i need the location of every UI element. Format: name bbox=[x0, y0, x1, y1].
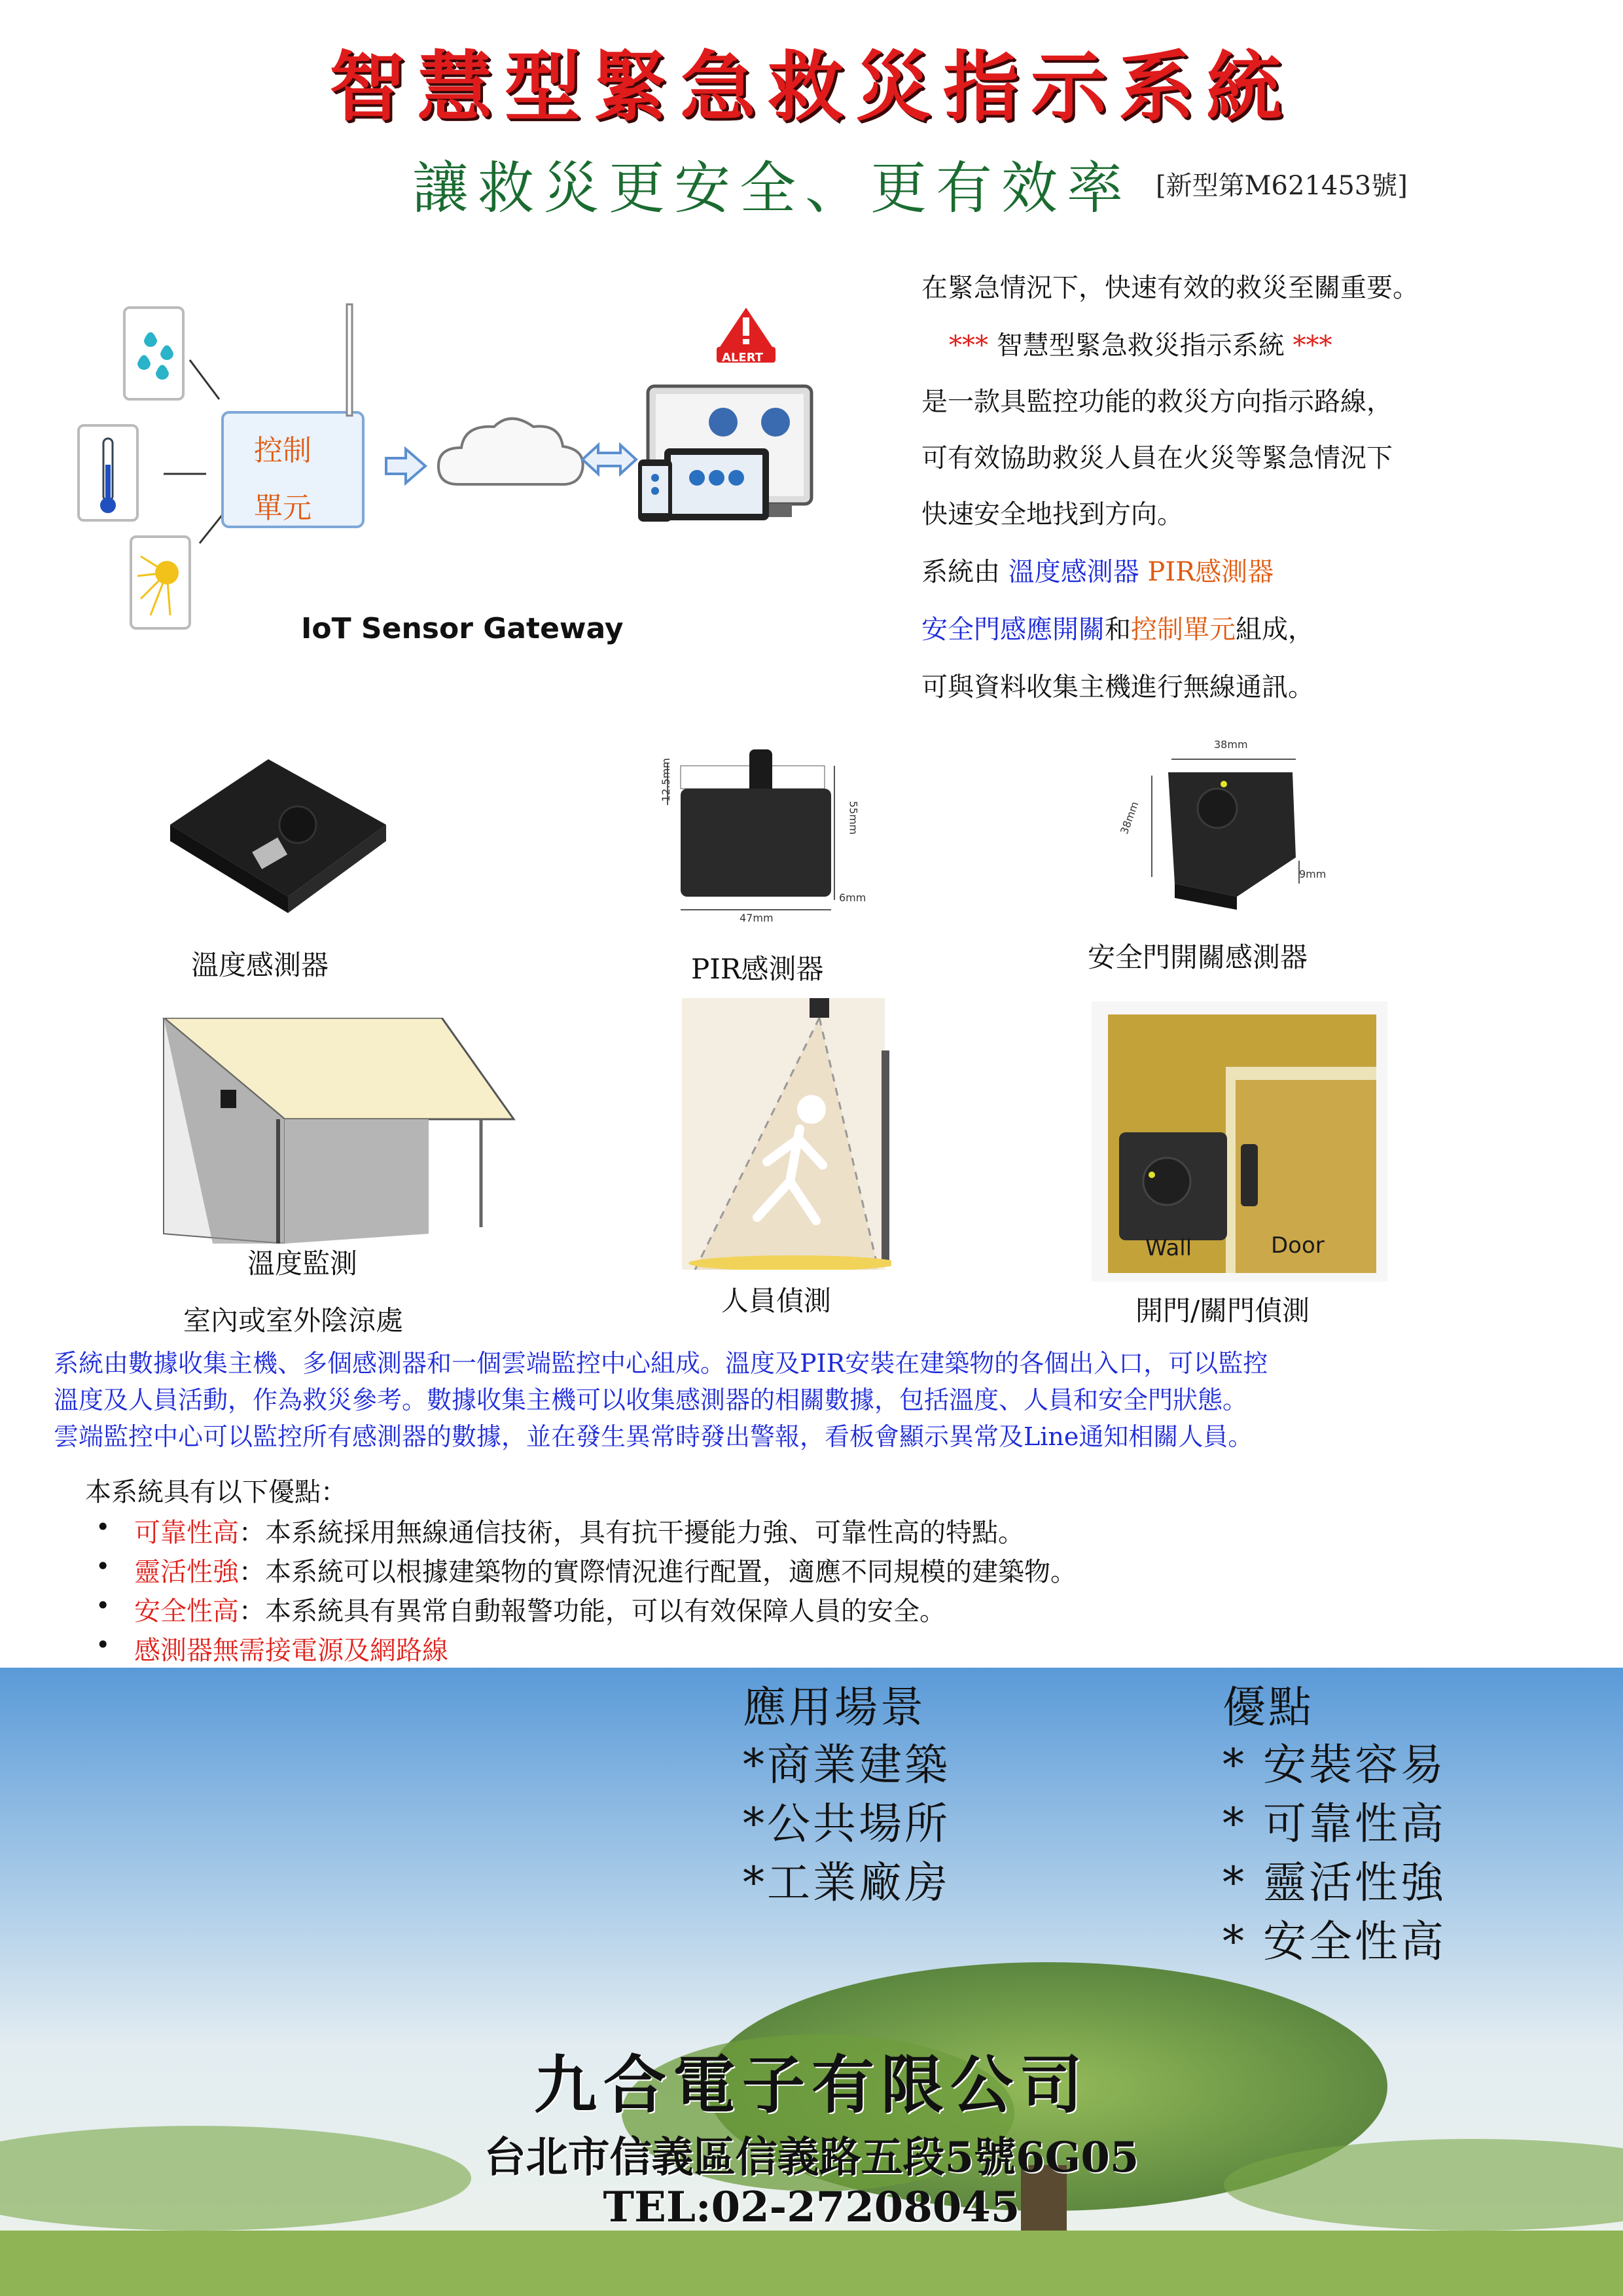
advantage-flexibility bbox=[134, 1551, 1077, 1588]
pir-dim-side: 55mm bbox=[847, 800, 860, 835]
intro-pir-sensor: PIR感測器 bbox=[1139, 557, 1274, 587]
pir-sensor-caption: PIR感測器 bbox=[691, 953, 824, 985]
advantage-key: 靈活性強 bbox=[134, 1557, 239, 1587]
advantages-heading: 本系統具有以下優點： bbox=[85, 1477, 347, 1507]
system-description bbox=[54, 1345, 1578, 1455]
merit-heading: 優點 bbox=[1222, 1682, 1314, 1732]
advantage-safety bbox=[134, 1590, 946, 1628]
iot-gateway-diagram bbox=[59, 281, 864, 655]
company-phone: TEL:02-27208045 bbox=[603, 2183, 1020, 2232]
intro-control-unit: 控制單元 bbox=[1131, 615, 1236, 645]
bidirectional-arrow-icon bbox=[582, 445, 636, 474]
patent-number: [新型第M621453號] bbox=[1156, 171, 1408, 201]
company-address: 台北市信義區信義路五段5號6G05 bbox=[484, 2133, 1139, 2182]
merit-item: * 可靠性高 bbox=[1222, 1799, 1446, 1849]
iot-caption: IoT Sensor Gateway bbox=[301, 612, 624, 645]
wall-label: Wall bbox=[1145, 1235, 1192, 1261]
intro-line-3: 是一款具監控功能的救災方向指示路線， bbox=[921, 387, 1393, 417]
page-subtitle: 讓救災更安全、更有效率 bbox=[412, 156, 1132, 221]
light-sensor-icon bbox=[131, 537, 190, 628]
advantage-key: 安全性高 bbox=[134, 1596, 239, 1626]
control-unit-label-line1: 控制 bbox=[254, 434, 312, 467]
advantage-text: ：本系統可以根據建築物的實際情況進行配置，適應不同規模的建築物。 bbox=[239, 1557, 1077, 1587]
bullet-icon: • bbox=[96, 1630, 111, 1659]
temp-scene-subtitle: 室內或室外陰涼處 bbox=[183, 1304, 404, 1336]
temp-scene-title: 溫度監測 bbox=[247, 1247, 358, 1280]
tablet-icon bbox=[664, 448, 769, 520]
phone-icon bbox=[638, 459, 672, 522]
advantage-text: ：本系統採用無線通信技術，具有抗干擾能力強、可靠性高的特點。 bbox=[239, 1518, 1024, 1548]
intro-line-8: 可與資料收集主機進行無線通訊。 bbox=[921, 672, 1314, 702]
door-dim-height: 38mm bbox=[1118, 800, 1141, 836]
shade-structure-illustration bbox=[160, 1018, 517, 1244]
application-item: *商業建築 bbox=[743, 1740, 950, 1790]
door-dim-depth: 9mm bbox=[1299, 868, 1327, 880]
intro-and: 和 bbox=[1105, 615, 1131, 645]
temp-sensor-photo bbox=[157, 746, 399, 916]
humidity-sensor-icon bbox=[124, 308, 183, 399]
control-unit-label-line2: 單元 bbox=[254, 492, 312, 525]
bullet-icon: • bbox=[96, 1591, 111, 1620]
application-heading: 應用場景 bbox=[743, 1682, 926, 1732]
intro-line-4: 可有效協助救災人員在火災等緊急情況下 bbox=[921, 443, 1393, 473]
intro-suffix: 組成， bbox=[1236, 615, 1314, 645]
intro-system-name: 智慧型緊急救災指示系統 bbox=[988, 331, 1293, 361]
application-item: *工業廠房 bbox=[743, 1857, 950, 1908]
intro-line-2 bbox=[949, 332, 1332, 359]
intro-line-7 bbox=[921, 617, 1314, 643]
intro-door-switch: 安全門感應開關 bbox=[921, 615, 1105, 645]
motion-detection-illustration bbox=[682, 998, 891, 1270]
alert-label: ALERT bbox=[722, 351, 764, 365]
pir-scene-title: 人員偵測 bbox=[721, 1285, 832, 1317]
cloud-icon bbox=[438, 419, 583, 485]
pir-dim-width: 47mm bbox=[740, 912, 774, 924]
door-sensor-photo bbox=[1113, 746, 1329, 916]
description-line-2: 溫度及人員活動，作為救災參考。數據收集主機可以收集感測器的相關數據，包括溫度、人員和安全門狀態。 bbox=[54, 1386, 1248, 1414]
advantage-key: 可靠性高 bbox=[134, 1518, 239, 1548]
description-line-3: 雲端監控中心可以監控所有感測器的數據，並在發生異常時發出警報，看板會顯示異常及Line通知相關人員。 bbox=[54, 1422, 1253, 1451]
description-line-1: 系統由數據收集主機、多個感測器和一個雲端監控中心組成。溫度及PIR安裝在建築物的各個出入口，可以監控 bbox=[54, 1349, 1268, 1378]
advantage-key: 感測器無需接電源及網路線 bbox=[134, 1636, 448, 1666]
door-scene-title: 開門/關門偵測 bbox=[1135, 1295, 1310, 1327]
temp-sensor-caption: 溫度感測器 bbox=[191, 949, 329, 981]
door-detection-illustration bbox=[1092, 1001, 1387, 1282]
door-sensor-caption: 安全門開關感測器 bbox=[1088, 941, 1308, 973]
intro-prefix: 系統由 bbox=[921, 557, 1008, 587]
door-label: Door bbox=[1271, 1232, 1325, 1259]
merit-item: * 安全性高 bbox=[1222, 1916, 1446, 1967]
door-dim-width: 38mm bbox=[1214, 738, 1248, 751]
antenna-icon bbox=[347, 304, 352, 416]
stars-right: *** bbox=[1293, 331, 1332, 361]
thermometer-icon bbox=[79, 425, 137, 520]
intro-line-6 bbox=[921, 559, 1274, 585]
intro-temp-sensor: 溫度感測器 bbox=[1008, 557, 1139, 587]
pir-dim-depth: 6mm bbox=[839, 891, 866, 904]
bullet-icon: • bbox=[96, 1513, 111, 1541]
advantage-no-wiring bbox=[134, 1630, 448, 1667]
advantage-text: ：本系統具有異常自動報警功能，可以有效保障人員的安全。 bbox=[239, 1596, 946, 1626]
page-title: 智慧型緊急救災指示系統 bbox=[329, 43, 1294, 132]
advantage-reliability bbox=[134, 1512, 1024, 1549]
company-name: 九合電子有限公司 bbox=[534, 2048, 1089, 2122]
intro-line-1: 在緊急情況下，快速有效的救災至關重要。 bbox=[921, 273, 1419, 303]
stars-left: *** bbox=[949, 331, 988, 361]
application-item: *公共場所 bbox=[743, 1799, 950, 1849]
merit-item: * 安裝容易 bbox=[1222, 1740, 1446, 1790]
intro-line-5: 快速安全地找到方向。 bbox=[921, 499, 1183, 529]
pir-dim-height: 12.5mm bbox=[660, 758, 672, 802]
merit-item: * 靈活性強 bbox=[1222, 1857, 1446, 1908]
bullet-icon: • bbox=[96, 1552, 111, 1581]
arrow-right-icon bbox=[386, 449, 425, 483]
